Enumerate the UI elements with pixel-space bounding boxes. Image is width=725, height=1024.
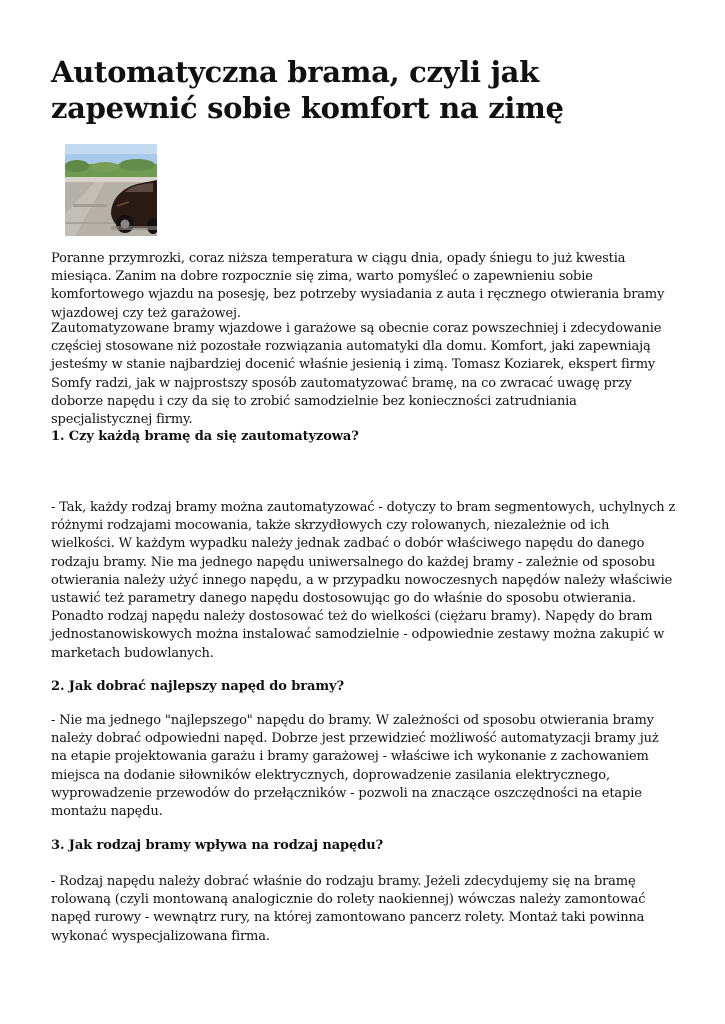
section-text-3: - Rodzaj napędu należy dobrać właśnie do rodzaju bramy. Jeżeli zdecydujemy się na bramę rolowaną (czyli montowaną analogicznie do rolety naokiennej) wówczas należy zamontować napęd rurowy - wewnątrz rury, na której zamontowano pancerz rolety. Montaż taki powinna wykonać wyspecjalizowana firma. <box>51 874 646 944</box>
section-text-1: - Tak, każdy rodzaj bramy można zautomatyzować - dotyczy to bram segmentowych, uchylnych z różnymi rodzajami mocowania, także skrzydłowych czy rolowanych, niezależnie od ich wielkości. W każdym wypadku należy jednak zadbać o dobór właściwego napędu do danego rodzaju bramy. Nie ma jednego napędu uniwersalnego do każdej bramy - zależnie od sposobu otwierania należy użyć innego napędu, a w przypadku nowoczesnych napędów należy właściwie ustawić też parametry danego napędu dostosowując go do właśnie do sposobu otwierania. Ponadto rodzaj napędu należy dostosować też do wielkości (ciężaru bramy). Napędy do bram jednostanowiskowych można instalować samodzielnie - odpowiednie zestawy można zakupić w marketach budowlanych. <box>51 500 676 661</box>
section-text-2: - Nie ma jednego "najlepszego" napędu do bramy. W zależności od sposobu otwierania bramy należy dobrać odpowiedni napęd. Dobrze jest przewidzieć możliwość automatyzacji bramy już na etapie projektowania garażu i bramy garażowej - właściwe ich wykonanie z zachowaniem miejsca na dodanie siłowników elektrycznych, doprowadzenie zasilania elektrycznego, wyprowadzenie przewodów do przełączników - pozwoli na znaczące oszczędności na etapie montażu napędu. <box>51 713 659 820</box>
article <box>51 0 676 944</box>
section-heading-2: 2. Jak dobrać najlepszy napęd do bramy? <box>51 679 344 694</box>
article-title: Automatyczna brama, czyli jak zapewnić sobie komfort na zimę <box>51 55 564 125</box>
intro-paragraph-1: Poranne przymrozki, coraz niższa temperatura w ciągu dnia, opady śniegu to już kwestia miesiąca. Zanim na dobre rozpocznie się zima, warto pomyśleć o zapewnieniu sobie komfortowego wjazdu na posesję, bez potrzeby wysiadania z auta i ręcznego otwierania bramy wjazdowej czy też garażowej. <box>51 251 665 321</box>
car-photo <box>65 144 157 236</box>
intro-paragraph-2: Zautomatyzowane bramy wjazdowe i garażowe są obecnie coraz powszechniej i zdecydowanie częściej stosowane niż pozostałe rozwiązania automatyki dla domu. Komfort, jaki zapewniają jesteśmy w stanie najbardziej docenić właśnie jesienią i zimą. Tomasz Koziarek, ekspert firmy Somfy radzi, jak w najprostszy sposób zautomatyzować bramę, na co zwracać uwagę przy doborze napędu i czy da się to zrobić samodzielnie bez konieczności zatrudniania specjalistycznej firmy. <box>51 321 662 428</box>
section-heading-3: 3. Jak rodzaj bramy wpływa na rodzaj napędu? <box>51 838 384 853</box>
section-heading-1: 1. Czy każdą bramę da się zautomatyzowa? <box>51 429 359 444</box>
